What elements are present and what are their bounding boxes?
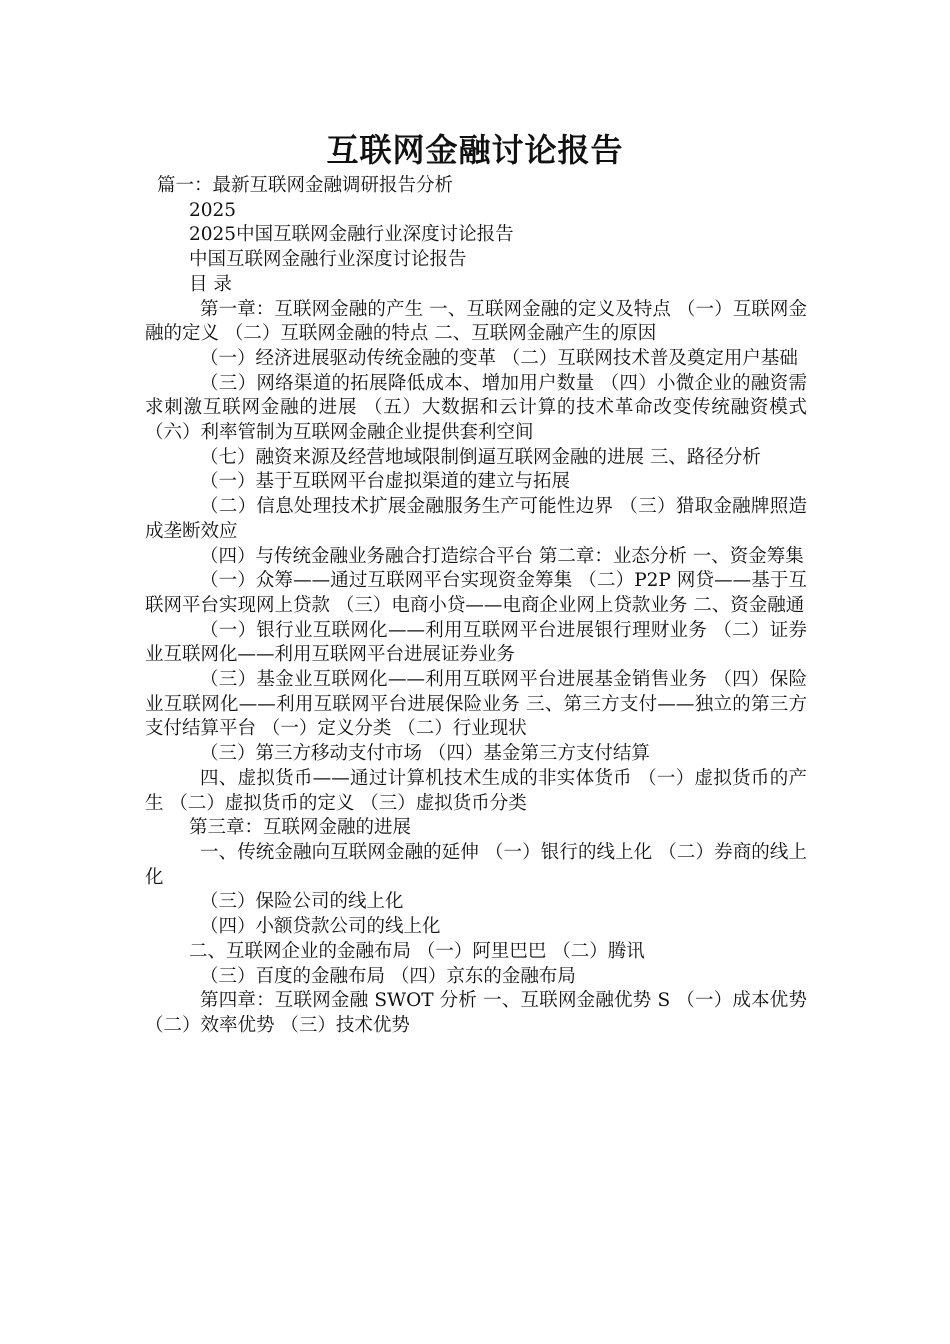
toc-paragraph: （三）网络渠道的拓展降低成本、增加用户数量 （四）小微企业的融资需求刺激互联网金融的进展 （五）大数据和云计算的技术革命改变传统融资模式 （六）利率管制为互联网金融企业提供套利空间 [145, 372, 807, 444]
toc-paragraph: 四、虚拟货币——通过计算机技术生成的非实体货币 （一）虚拟货币的产生 （二）虚拟货币的定义 （三）虚拟货币分类 [145, 767, 807, 814]
toc-paragraph: （二）信息处理技术扩展金融服务生产可能性边界 （三）猎取金融牌照造成垄断效应 [145, 496, 807, 542]
toc-paragraph: （四）小额贷款公司的线上化 [200, 916, 441, 938]
toc-paragraph: （三）第三方移动支付市场 （四）基金第三方支付结算 [200, 743, 650, 765]
toc-paragraph: 第四章：互联网金融 SWOT 分析 一、互联网金融优势 S （一）成本优势 （二）效率优势 （三）技术优势 [145, 990, 807, 1036]
toc-paragraph: （三）基金业互联网化——利用互联网平台进展基金销售业务 （四）保险业互联网化——利用互联网平台进展保险业务 三、第三方支付——独立的第三方支付结算平台 （一）定义分类 （二）行业现状 [145, 669, 807, 740]
toc-paragraph: （一）经济进展驱动传统金融的变革 （二）互联网技术普及奠定用户基础 [200, 347, 798, 369]
report-subtitle-line: 中国互联网金融行业深度讨论报告 [189, 249, 467, 271]
toc-paragraph: （一）基于互联网平台虚拟渠道的建立与拓展 [200, 471, 571, 493]
toc-paragraph: （三）百度的金融布局 （四）京东的金融布局 [200, 965, 576, 987]
toc-paragraph: 第一章：互联网金融的产生 一、互联网金融的定义及特点 （一）互联网金融的定义 （二）互联网金融的特点 二、互联网金融产生的原因 [145, 298, 807, 345]
document-body [145, 174, 807, 1039]
toc-paragraph: 一、传统金融向互联网金融的延伸 （一）银行的线上化 （二）券商的线上化 [145, 841, 807, 888]
toc-paragraph: 二、互联网企业的金融布局 （一）阿里巴巴 （二）腾讯 [189, 940, 645, 962]
toc-chapter-heading: 第三章：互联网金融的进展 [189, 817, 412, 839]
toc-paragraph: （一）银行业互联网化——利用互联网平台进展银行理财业务 （二）证券业互联网化——利用互联网平台进展证券业务 [145, 619, 807, 666]
toc-paragraph: （四）与传统金融业务融合打造综合平台 第二章：业态分析 一、资金筹集 [200, 545, 804, 567]
toc-paragraph: （三）保险公司的线上化 [200, 891, 404, 913]
toc-heading: 目 录 [189, 273, 232, 295]
document-title: 互联网金融讨论报告 [326, 131, 624, 169]
year-line: 2025 [189, 199, 237, 221]
toc-paragraph: （七）融资来源及经营地域限制倒逼互联网金融的进展 三、路径分析 [200, 446, 761, 468]
section-heading: 篇一：最新互联网金融调研报告分析 [157, 175, 454, 196]
toc-paragraph: （一）众筹——通过互联网平台实现资金筹集 （二）P2P 网贷——基于互联网平台实现网上贷款 （三）电商小贷——电商企业网上贷款业务 二、资金融通 [145, 570, 807, 616]
report-title-line: 2025中国互联网金融行业深度讨论报告 [189, 224, 514, 246]
